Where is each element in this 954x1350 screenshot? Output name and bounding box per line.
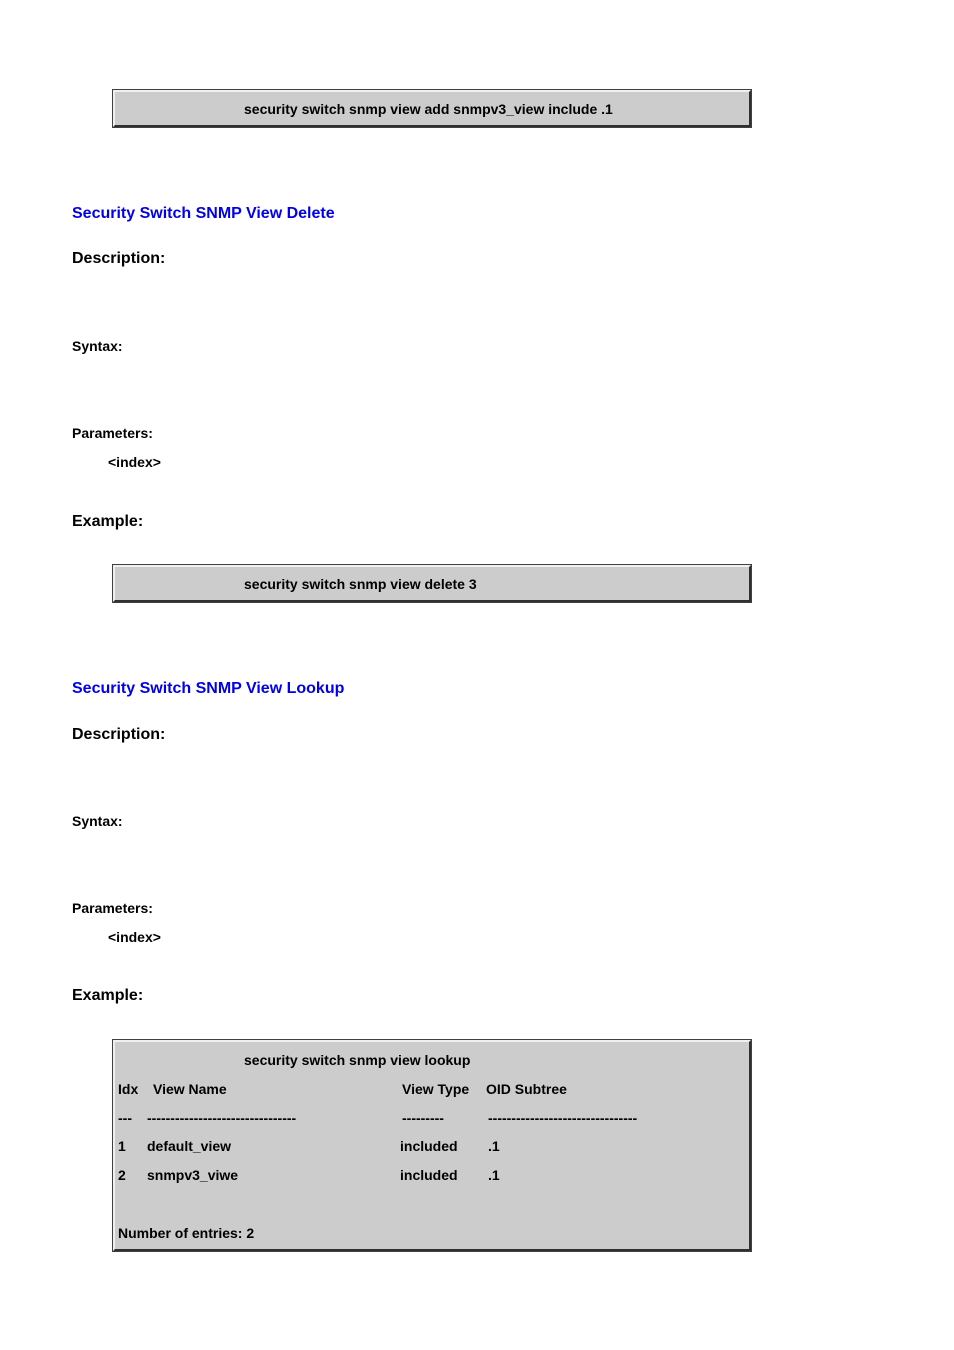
description-label-lookup: Description: xyxy=(72,726,166,743)
header-oid-subtree: OID Subtree xyxy=(486,1081,567,1097)
row-2-view-name: snmpv3_viwe xyxy=(147,1167,239,1183)
example-command-add: security switch snmp view add snmpv3_view include .1 xyxy=(244,101,613,117)
row-1-view-name: default_view xyxy=(147,1138,232,1154)
param-index-lookup: <index> xyxy=(108,929,161,945)
description-label-delete: Description: xyxy=(72,250,166,267)
row-2-view-type: included xyxy=(400,1167,458,1183)
row-1-view-type: included xyxy=(400,1138,458,1154)
section-title-view-delete: Security Switch SNMP View Delete xyxy=(72,205,335,222)
param-index-delete: <index> xyxy=(108,454,161,470)
header-view-type: View Type xyxy=(402,1081,470,1097)
syntax-label-delete: Syntax: xyxy=(72,338,123,354)
example-console-box-delete xyxy=(113,565,751,602)
dash-view-name: -------------------------------- xyxy=(147,1110,297,1126)
syntax-label-lookup: Syntax: xyxy=(72,813,123,829)
parameters-label-lookup: Parameters: xyxy=(72,900,153,916)
entries-count: Number of entries: 2 xyxy=(118,1225,255,1241)
dash-idx: --- xyxy=(118,1110,132,1126)
dash-view-type: --------- xyxy=(402,1110,444,1126)
dash-oid-subtree: -------------------------------- xyxy=(488,1110,638,1126)
row-1-idx: 1 xyxy=(118,1138,126,1154)
example-console-box-lookup xyxy=(113,1040,751,1251)
header-view-name: View Name xyxy=(153,1081,227,1097)
example-label-lookup: Example: xyxy=(72,987,144,1004)
example-console-box-add xyxy=(113,90,751,127)
row-1-oid-subtree: .1 xyxy=(488,1138,500,1154)
example-label-delete: Example: xyxy=(72,513,144,530)
example-command-delete: security switch snmp view delete 3 xyxy=(244,576,477,592)
header-idx: Idx xyxy=(118,1081,139,1097)
section-title-view-lookup: Security Switch SNMP View Lookup xyxy=(72,680,345,697)
row-2-oid-subtree: .1 xyxy=(488,1167,500,1183)
parameters-label-delete: Parameters: xyxy=(72,425,153,441)
example-command-lookup: security switch snmp view lookup xyxy=(244,1052,471,1068)
row-2-idx: 2 xyxy=(118,1167,126,1183)
